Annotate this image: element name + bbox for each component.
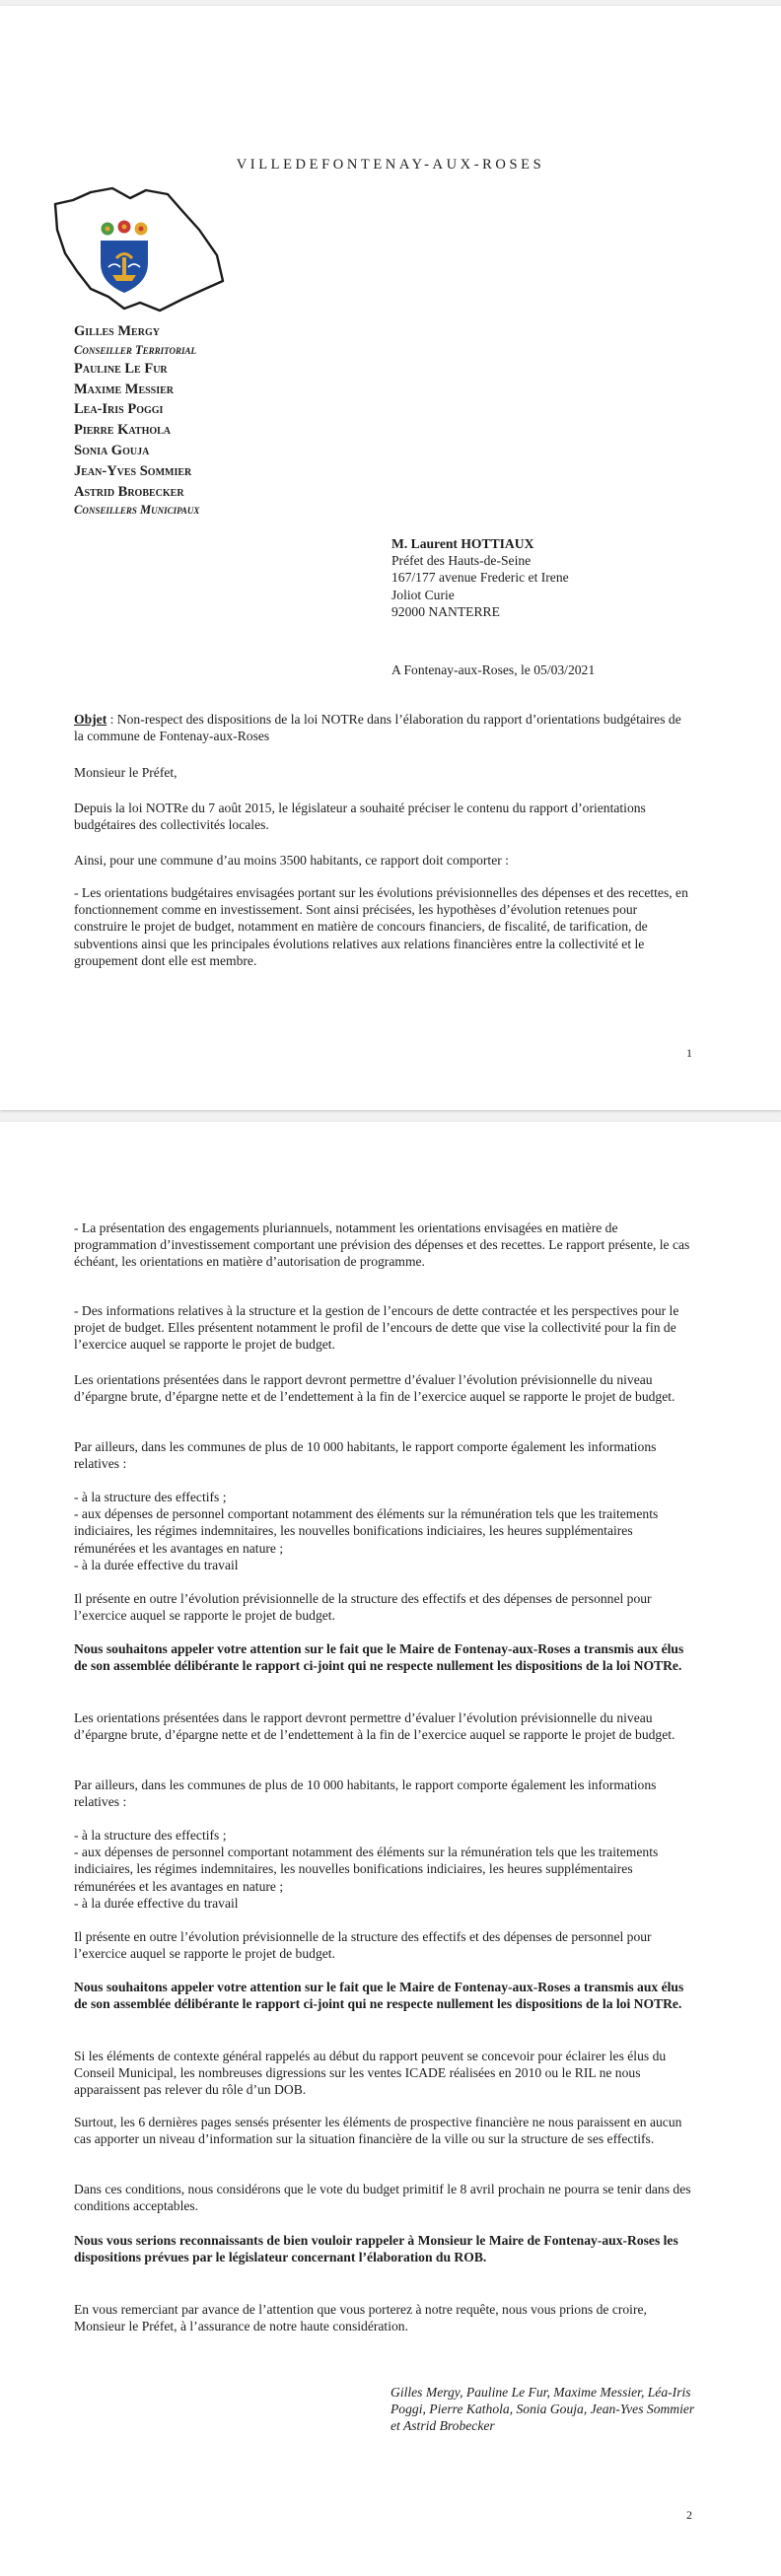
paragraph: - Les orientations budgétaires envisagées portant sur les évolutions prévisionnelles des dépenses et des recettes, en fonctionnement comme en investissement. Sont ainsi précisées, les hypothèses d’évolution retenues pour construire le projet de budget, notamment en matière de concours financiers, de fiscalité, de tarification, de subventions ainsi que les principales évolutions relatives aux relations financières entre la collectivité et le groupement dont elle est membre.: [74, 885, 688, 968]
paragraph: Les orientations présentées dans le rapport devront permettre d’évaluer l’évolution prévisionnelle du niveau d’épargne brute, d’épargne nette et de l’endettement à la fin de l’exercice auquel se rapporte le projet de budget.: [74, 1372, 675, 1405]
paragraph: Les orientations présentées dans le rapport devront permettre d’évaluer l’évolution prévisionnelle du niveau d’épargne brute, d’épargne nette et de l’endettement à la fin de l’exercice auquel se rapporte le projet de budget.: [74, 1710, 675, 1743]
signatory-name: Gilles Mergy: [74, 323, 160, 339]
paragraph: Par ailleurs, dans les communes de plus de 10 000 habitants, le rapport comporte également les informations relatives :: [74, 1439, 657, 1472]
letter-page-1: [0, 6, 781, 1110]
recipient-name: M. Laurent HOTTIAUX: [391, 536, 534, 551]
page-number: 1: [686, 1046, 692, 1060]
salutation: Monsieur le Préfet,: [74, 765, 178, 780]
recipient-address: [391, 535, 569, 620]
paragraph: - Des informations relatives à la structure et la gestion de l’encours de dette contractée et les perspectives pour le projet de budget. Elles présentent notamment le profil de l’encours de dette que vise la collectivité pour la fin de l’exercice auquel se rapporte le projet de budget.: [74, 1303, 679, 1353]
signatory-name: Lea-Iris Poggi: [74, 401, 164, 418]
highlight-paragraph: Nous vous serions reconnaissants de bien vouloir rappeler à Monsieur le Maire de Fontenay-aux-Roses les dispositions prévues par le législateur concernant l’élaboration du ROB.: [74, 2233, 678, 2265]
highlight-paragraph: Nous souhaitons appeler votre attention sur le fait que le Maire de Fontenay-aux-Roses a transmis aux élus de son assemblée délibérante le rapport ci-joint qui ne respecte nullement les dispositions de la loi NOTRe.: [74, 1641, 684, 1674]
signatories-block: [74, 321, 199, 519]
paragraph: Dans ces conditions, nous considérons que le vote du budget primitif le 8 avril prochain ne pourra se tenir dans des conditions acceptables.: [74, 2182, 691, 2214]
date-line: A Fontenay-aux-Roses, le 05/03/2021: [391, 662, 596, 677]
page-number: 2: [686, 2508, 692, 2522]
closing-paragraph: En vous remerciant par avance de l’attention que vous porterez à notre requête, nous vous prions de croire, Monsieur le Préfet, à l’assurance de notre haute considération.: [74, 2302, 647, 2334]
paragraph: Il présente en outre l’évolution prévisionnelle de la structure des effectifs et des dépenses de personnel pour l’exercice auquel se rapporte le projet de budget.: [74, 1929, 652, 1962]
paragraph: Depuis la loi NOTRe du 7 août 2015, le législateur a souhaité préciser le contenu du rapport d’orientations budgétaires des collectivités locales.: [74, 801, 646, 833]
paragraph: Si les éléments de contexte général rappelés au début du rapport peuvent se concevoir pour éclairer les élus du Conseil Municipal, les nombreuses digressions sur les ventes ICADE réalisées en 2010 ou le RIL ne nous apparaissent pas relever du rôle d’un DOB.: [74, 2049, 667, 2098]
recipient-line: 92000 NANTERRE: [391, 603, 500, 619]
recipient-line: Préfet des Hauts-de-Seine: [391, 553, 532, 569]
letter-page-2: [0, 1122, 781, 2576]
paragraph: Surtout, les 6 dernières pages sensés présenter les éléments de prospective financière ne nous paraissent en aucun cas apporter un niveau d’information sur la situation financière de la ville ou sur la structure de ses effectifs.: [74, 2115, 682, 2147]
city-map-coat-of-arms-icon: [51, 186, 227, 313]
signatory-name: Astrid Brobecker: [74, 483, 184, 500]
subject-text: : Non-respect des dispositions de la loi NOTRe dans l’élaboration du rapport d’orientations budgétaires de la commune de Fontenay-aux-Roses: [74, 712, 681, 744]
highlight-paragraph: Nous souhaitons appeler votre attention sur le fait que le Maire de Fontenay-aux-Roses a transmis aux élus de son assemblée délibérante le rapport ci-joint qui ne respecte nullement les dispositions de la loi NOTRe.: [74, 1980, 684, 2012]
signatory-name: Sonia Gouja: [74, 442, 150, 458]
signatory-name: Maxime Messier: [74, 381, 175, 397]
subject-line: [74, 711, 691, 744]
signatory-role: Conseillers Municipaux: [74, 503, 200, 518]
city-header: VILLEDEFONTENAY-AUX-ROSES: [236, 157, 545, 173]
signature-block: Gilles Mergy, Pauline Le Fur, Maxime Messier, Léa-Iris Poggi, Pierre Kathola, Sonia Gouja, Jean-Yves Sommier et Astrid Brobecker: [390, 2385, 695, 2434]
paragraph-list: - à la structure des effectifs ; - aux dépenses de personnel comportant notamment des éléments sur la rémunération tels que les traitements indiciaires, les régimes indemnitaires, les nouvelles bonifications indiciaires, les heures supplémentaires rémunérées et les avantages en nature ; - à la durée effective du travail: [74, 1828, 659, 1911]
signatory-name: Jean-Yves Sommier: [74, 462, 192, 479]
recipient-line: 167/177 avenue Frederic et Irene: [391, 570, 569, 586]
recipient-line: Joliot Curie: [391, 587, 455, 602]
paragraph: Ainsi, pour une commune d’au moins 3500 habitants, ce rapport doit comporter :: [74, 853, 509, 868]
paragraph: Il présente en outre l’évolution prévisionnelle de la structure des effectifs et des dépenses de personnel pour l’exercice auquel se rapporte le projet de budget.: [74, 1591, 652, 1624]
subject-label: Objet: [74, 712, 107, 727]
paragraph-list: - à la structure des effectifs ; - aux dépenses de personnel comportant notamment des éléments sur la rémunération tels que les traitements indiciaires, les régimes indemnitaires, les nouvelles bonifications indiciaires, les heures supplémentaires rémunérées et les avantages en nature ; - à la durée effective du travail: [74, 1490, 659, 1572]
signatory-role: Conseiller Territorial: [74, 342, 196, 357]
signatory-name: Pauline Le Fur: [74, 360, 168, 377]
paragraph: Par ailleurs, dans les communes de plus de 10 000 habitants, le rapport comporte également les informations relatives :: [74, 1777, 657, 1810]
signatory-name: Pierre Kathola: [74, 422, 172, 439]
paragraph: - La présentation des engagements pluriannuels, notamment les orientations envisagées en matière de programmation d’investissement comportant une prévision des dépenses et des recettes. Le rapport présente, le cas échéant, les orientations en matière d’autorisation de programme.: [74, 1220, 690, 1270]
